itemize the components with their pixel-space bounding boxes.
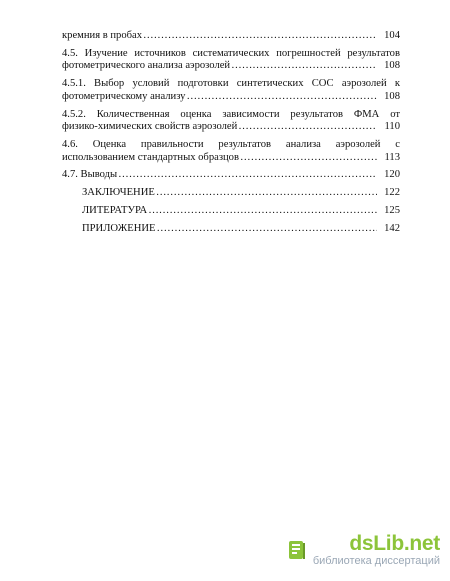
- toc-entry-text: ЛИТЕРАТУРА: [82, 204, 148, 216]
- toc-page-number: 120: [384, 169, 400, 181]
- dot-leader: [186, 91, 377, 104]
- toc-entry-text: 4.6. Оценка правильности результатов анализа аэрозолей с: [62, 138, 400, 150]
- toc-entry-text: фотометрическому анализу: [62, 90, 186, 102]
- toc-entry-text: использованием стандартных образцов: [62, 151, 239, 163]
- toc-entry-text: 4.5. Изучение источников систематических погрешностей результатов: [62, 47, 400, 59]
- dslib-watermark: [286, 533, 440, 567]
- toc-entry-text: 4.7. Выводы: [62, 169, 118, 181]
- toc-entry: [62, 109, 400, 134]
- toc-entry-text: физико-химических свойств аэрозолей: [62, 121, 238, 133]
- toc-page-number: 108: [384, 90, 400, 102]
- toc-page-number: 122: [384, 187, 400, 199]
- dot-leader: [118, 169, 377, 182]
- dot-leader: [143, 30, 377, 43]
- dot-leader: [157, 223, 378, 236]
- toc-entry: [62, 205, 400, 218]
- toc-entry: [62, 223, 400, 236]
- toc-entry: [62, 78, 400, 103]
- watermark-subtitle: библиотека диссертаций: [312, 555, 440, 567]
- dot-leader: [148, 205, 377, 218]
- dot-leader: [238, 121, 377, 134]
- toc-entry: [62, 30, 400, 43]
- toc-entry: [62, 139, 400, 164]
- toc-entry-text: ЗАКЛЮЧЕНИЕ: [82, 187, 155, 199]
- toc-entry: [62, 169, 400, 182]
- toc-page-number: 142: [384, 222, 400, 234]
- toc-entry-text: кремния в пробах: [62, 30, 143, 41]
- toc-entry: [62, 48, 400, 73]
- dot-leader: [156, 187, 377, 200]
- toc-entry-text: ПРИЛОЖЕНИЕ: [82, 222, 156, 234]
- toc-page-number: 125: [384, 204, 400, 216]
- book-logo-icon: [286, 539, 308, 561]
- toc-entry: [62, 187, 400, 200]
- dot-leader: [240, 152, 377, 165]
- toc-page-number: 113: [384, 151, 400, 163]
- watermark-name: dsLib.net: [349, 532, 440, 555]
- toc-page-number: 110: [384, 121, 400, 133]
- toc-entry-text: фотометрического анализа аэрозолей: [62, 60, 231, 72]
- dot-leader: [231, 60, 377, 73]
- toc-entry-text: 4.5.1. Выбор условий подготовки синтетических СОС аэрозолей к: [62, 78, 400, 90]
- toc-page-number: 108: [384, 60, 400, 72]
- toc-page-number: 104: [384, 30, 400, 41]
- table-of-contents: [62, 30, 400, 240]
- toc-entry-text: 4.5.2. Количественная оценка зависимости результатов ФМА от: [62, 108, 400, 120]
